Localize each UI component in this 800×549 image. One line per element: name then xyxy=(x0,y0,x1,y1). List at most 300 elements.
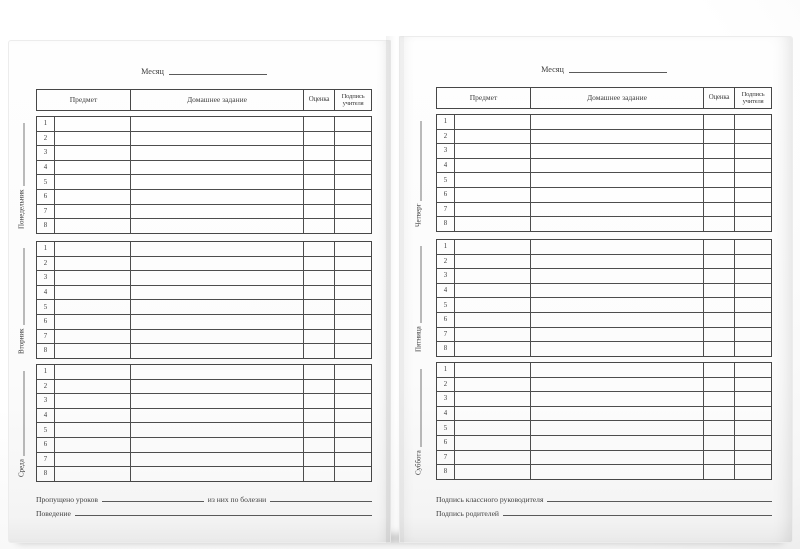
grade-cell xyxy=(303,132,334,146)
lesson-number-cell: 6 xyxy=(43,193,48,201)
lesson-number-cell: 4 xyxy=(43,164,48,172)
teacher-signature-cell xyxy=(334,242,371,256)
grade-cell xyxy=(303,394,334,408)
lesson-number-cell: 6 xyxy=(443,191,448,199)
lesson-row xyxy=(437,377,771,392)
lesson-row xyxy=(37,365,371,379)
teacher-signature-cell xyxy=(734,240,771,254)
lesson-number-cell: 7 xyxy=(43,207,48,215)
teacher-signature-cell xyxy=(734,284,771,298)
day-underline xyxy=(23,371,24,456)
homework-cell xyxy=(130,380,303,394)
month-label: Месяц xyxy=(141,67,164,76)
subject-cell xyxy=(454,342,530,356)
grade-cell xyxy=(703,342,734,356)
day-name: Суббота xyxy=(414,449,423,475)
lesson-number-cell: 7 xyxy=(443,205,448,213)
grade-cell xyxy=(703,173,734,187)
lesson-number-cell: 8 xyxy=(43,222,48,230)
lesson-number-cell: 2 xyxy=(43,259,48,267)
day-block xyxy=(436,114,772,232)
grade-cell xyxy=(703,298,734,312)
day-label-rotated xyxy=(15,248,26,354)
lesson-row xyxy=(37,256,371,271)
day-underline xyxy=(420,121,421,201)
lesson-row xyxy=(37,437,371,452)
homework-cell xyxy=(130,330,303,344)
grade-cell xyxy=(303,315,334,329)
lesson-row xyxy=(37,160,371,175)
day-label xyxy=(410,362,424,481)
subject-cell xyxy=(454,328,530,342)
day-name: Вторник xyxy=(17,327,26,354)
day-label-rotated xyxy=(15,371,26,477)
footer-label: Подпись родителей xyxy=(436,509,500,518)
homework-cell xyxy=(530,407,703,421)
lesson-number-cell: 5 xyxy=(43,426,48,434)
homework-cell xyxy=(530,342,703,356)
subject-cell xyxy=(54,453,130,467)
homework-cell xyxy=(130,190,303,204)
homework-cell xyxy=(530,240,703,254)
grade-cell xyxy=(703,115,734,129)
teacher-signature-cell xyxy=(334,344,371,358)
teacher-signature-cell xyxy=(334,146,371,160)
column-header-homework: Домашнее задание xyxy=(530,88,703,108)
grade-cell xyxy=(303,423,334,437)
lesson-row xyxy=(37,314,371,329)
homework-cell xyxy=(130,394,303,408)
subject-cell xyxy=(454,159,530,173)
teacher-signature-cell xyxy=(334,380,371,394)
lesson-row xyxy=(37,299,371,314)
footer-row xyxy=(436,504,772,518)
teacher-signature-cell xyxy=(334,330,371,344)
teacher-signature-cell xyxy=(734,328,771,342)
lesson-row xyxy=(437,158,771,173)
day-name: Пятница xyxy=(414,325,423,352)
subject-cell xyxy=(454,255,530,269)
teacher-signature-cell xyxy=(734,255,771,269)
homework-cell xyxy=(530,363,703,377)
teacher-signature-cell xyxy=(734,421,771,435)
homework-cell xyxy=(130,365,303,379)
homework-cell xyxy=(130,242,303,256)
lesson-row xyxy=(37,145,371,160)
teacher-signature-cell xyxy=(734,342,771,356)
footer-row xyxy=(436,490,772,504)
footer-underline xyxy=(503,515,772,516)
day-block xyxy=(36,364,372,482)
subject-cell xyxy=(54,380,130,394)
lesson-number-cell: 7 xyxy=(443,330,448,338)
lesson-number-cell: 3 xyxy=(43,274,48,282)
subject-cell xyxy=(454,130,530,144)
teacher-signature-cell xyxy=(334,438,371,452)
subject-cell xyxy=(454,144,530,158)
teacher-signature-cell xyxy=(734,173,771,187)
homework-cell xyxy=(530,328,703,342)
lesson-number-cell: 4 xyxy=(443,162,448,170)
teacher-signature-cell xyxy=(334,219,371,233)
subject-cell xyxy=(454,217,530,231)
teacher-signature-cell xyxy=(734,188,771,202)
homework-cell xyxy=(530,421,703,435)
grade-cell xyxy=(703,378,734,392)
grade-cell xyxy=(303,190,334,204)
lesson-row xyxy=(37,218,371,233)
grade-cell xyxy=(303,205,334,219)
teacher-signature-cell xyxy=(734,436,771,450)
subject-cell xyxy=(454,407,530,421)
grade-cell xyxy=(703,451,734,465)
lesson-row xyxy=(37,393,371,408)
lesson-number-cell: 5 xyxy=(443,301,448,309)
homework-cell xyxy=(530,298,703,312)
grade-cell xyxy=(703,436,734,450)
day-label-rotated xyxy=(412,246,423,352)
teacher-signature-cell xyxy=(734,217,771,231)
homework-cell xyxy=(130,257,303,271)
lesson-number-cell: 4 xyxy=(443,410,448,418)
grade-cell xyxy=(703,159,734,173)
lesson-number-cell: 6 xyxy=(443,316,448,324)
teacher-signature-cell xyxy=(334,205,371,219)
homework-cell xyxy=(530,144,703,158)
lesson-number-cell: 4 xyxy=(443,287,448,295)
lesson-number-cell: 2 xyxy=(443,380,448,388)
month-label: Месяц xyxy=(541,65,564,74)
schedule-sheet xyxy=(414,87,772,487)
lesson-row xyxy=(37,452,371,467)
grade-cell xyxy=(703,269,734,283)
lesson-number-cell: 7 xyxy=(43,455,48,463)
subject-cell xyxy=(54,190,130,204)
lesson-number-cell: 7 xyxy=(443,453,448,461)
grade-cell xyxy=(703,363,734,377)
homework-cell xyxy=(530,436,703,450)
homework-cell xyxy=(530,130,703,144)
teacher-signature-cell xyxy=(334,257,371,271)
grade-cell xyxy=(303,271,334,285)
lesson-row xyxy=(437,297,771,312)
grade-cell xyxy=(703,465,734,479)
day-underline xyxy=(420,246,421,323)
lesson-number-cell: 8 xyxy=(43,347,48,355)
homework-cell xyxy=(530,217,703,231)
teacher-signature-cell xyxy=(334,453,371,467)
lesson-row xyxy=(437,450,771,465)
subject-cell xyxy=(54,219,130,233)
subject-cell xyxy=(454,173,530,187)
grade-cell xyxy=(703,407,734,421)
footer-label: Поведение xyxy=(36,509,71,518)
month-row xyxy=(36,67,372,76)
page-left xyxy=(8,40,391,543)
teacher-signature-cell xyxy=(734,363,771,377)
lesson-number-cell: 6 xyxy=(43,441,48,449)
grade-cell xyxy=(703,328,734,342)
grade-cell xyxy=(303,453,334,467)
page-right xyxy=(399,36,793,543)
schedule-sheet xyxy=(17,89,372,489)
homework-cell xyxy=(130,300,303,314)
grade-cell xyxy=(303,344,334,358)
day-label xyxy=(13,364,27,483)
homework-cell xyxy=(130,219,303,233)
subject-cell xyxy=(54,394,130,408)
homework-cell xyxy=(130,344,303,358)
homework-cell xyxy=(130,467,303,481)
lesson-row xyxy=(37,329,371,344)
homework-cell xyxy=(530,173,703,187)
footer-label: Пропущено уроков xyxy=(36,495,98,504)
lesson-row xyxy=(37,379,371,394)
subject-cell xyxy=(454,284,530,298)
subject-cell xyxy=(54,438,130,452)
table-header xyxy=(436,87,772,109)
grade-cell xyxy=(303,117,334,131)
lesson-number-cell: 2 xyxy=(43,382,48,390)
lesson-row xyxy=(37,270,371,285)
subject-cell xyxy=(454,451,530,465)
day-block xyxy=(436,239,772,357)
lesson-row xyxy=(37,242,371,256)
teacher-signature-line2: учителя xyxy=(342,100,364,107)
homework-cell xyxy=(130,315,303,329)
month-row xyxy=(436,65,772,74)
footer-underline xyxy=(270,501,372,502)
lesson-number-cell: 5 xyxy=(443,424,448,432)
teacher-signature-cell xyxy=(334,190,371,204)
grade-cell xyxy=(303,300,334,314)
subject-cell xyxy=(54,271,130,285)
homework-cell xyxy=(130,132,303,146)
lesson-number-cell: 3 xyxy=(443,272,448,280)
day-block xyxy=(436,362,772,480)
teacher-signature-cell xyxy=(334,315,371,329)
teacher-signature-cell xyxy=(334,394,371,408)
lesson-number-cell: 5 xyxy=(43,178,48,186)
lesson-number-cell: 3 xyxy=(43,397,48,405)
lesson-row xyxy=(437,216,771,231)
column-header-subject: Предмет xyxy=(469,92,498,102)
lesson-row xyxy=(437,464,771,479)
grade-cell xyxy=(703,144,734,158)
lesson-number-cell: 1 xyxy=(43,120,48,128)
grade-cell xyxy=(703,284,734,298)
teacher-signature-cell xyxy=(734,144,771,158)
lesson-number-cell: 1 xyxy=(43,368,48,376)
column-header-teacher-signature xyxy=(334,90,371,110)
grade-cell xyxy=(703,392,734,406)
teacher-signature-cell xyxy=(734,451,771,465)
subject-cell xyxy=(54,344,130,358)
day-underline xyxy=(23,123,24,186)
lesson-number-cell: 3 xyxy=(443,395,448,403)
grade-cell xyxy=(303,409,334,423)
teacher-signature-cell xyxy=(334,365,371,379)
grade-cell xyxy=(303,219,334,233)
lesson-number-cell: 2 xyxy=(443,257,448,265)
grade-cell xyxy=(703,130,734,144)
lesson-row xyxy=(437,187,771,202)
grade-cell xyxy=(703,203,734,217)
grade-cell xyxy=(703,421,734,435)
footer-label: из них по болезни xyxy=(207,495,267,504)
homework-cell xyxy=(530,188,703,202)
lesson-row xyxy=(437,240,771,254)
footer-underline xyxy=(102,501,204,502)
lesson-row xyxy=(437,254,771,269)
teacher-signature-cell xyxy=(334,161,371,175)
page-footer xyxy=(436,490,772,518)
footer-row xyxy=(36,490,372,504)
lesson-row xyxy=(437,202,771,217)
lesson-number-cell: 5 xyxy=(43,303,48,311)
lesson-row xyxy=(37,131,371,146)
lesson-number-cell: 8 xyxy=(443,220,448,228)
lesson-number-cell: 2 xyxy=(43,134,48,142)
lesson-row xyxy=(437,420,771,435)
day-underline xyxy=(420,369,421,447)
homework-cell xyxy=(530,378,703,392)
lesson-row xyxy=(437,143,771,158)
teacher-signature-cell xyxy=(334,286,371,300)
day-label-rotated xyxy=(412,121,423,227)
day-block xyxy=(36,116,372,234)
teacher-signature-cell xyxy=(734,298,771,312)
homework-cell xyxy=(130,205,303,219)
lesson-number-cell: 1 xyxy=(443,366,448,374)
lesson-number-cell: 1 xyxy=(443,118,448,126)
teacher-signature-cell xyxy=(334,117,371,131)
footer-underline xyxy=(547,501,772,502)
subject-cell xyxy=(454,465,530,479)
column-header-subject: Предмет xyxy=(69,94,98,104)
homework-cell xyxy=(530,269,703,283)
day-label xyxy=(13,241,27,360)
homework-cell xyxy=(130,271,303,285)
lesson-number-cell: 8 xyxy=(43,470,48,478)
subject-cell xyxy=(454,115,530,129)
subject-cell xyxy=(54,315,130,329)
table-header xyxy=(36,89,372,111)
footer-underline xyxy=(75,515,372,516)
teacher-signature-cell xyxy=(734,378,771,392)
month-underline xyxy=(169,73,267,75)
grade-cell xyxy=(303,286,334,300)
subject-cell xyxy=(454,436,530,450)
day-name: Среда xyxy=(17,458,26,477)
teacher-signature-cell xyxy=(734,392,771,406)
lesson-row xyxy=(37,343,371,358)
teacher-signature-line1: Подпись xyxy=(341,92,365,100)
lesson-row xyxy=(37,408,371,423)
teacher-signature-cell xyxy=(334,132,371,146)
lesson-number-cell: 7 xyxy=(43,332,48,340)
homework-cell xyxy=(530,465,703,479)
lesson-row xyxy=(437,172,771,187)
subject-cell xyxy=(454,378,530,392)
grade-cell xyxy=(303,467,334,481)
homework-cell xyxy=(530,451,703,465)
homework-cell xyxy=(130,117,303,131)
grade-cell xyxy=(303,242,334,256)
lesson-number-cell: 3 xyxy=(43,149,48,157)
column-header-teacher-signature xyxy=(734,88,771,108)
grade-cell xyxy=(303,330,334,344)
day-name: Четверг xyxy=(414,203,423,227)
subject-cell xyxy=(454,363,530,377)
day-label xyxy=(410,114,424,233)
day-label xyxy=(410,239,424,358)
homework-cell xyxy=(530,392,703,406)
subject-cell xyxy=(54,257,130,271)
homework-cell xyxy=(130,161,303,175)
homework-cell xyxy=(130,286,303,300)
lesson-number-cell: 4 xyxy=(43,412,48,420)
subject-cell xyxy=(454,269,530,283)
homework-cell xyxy=(530,284,703,298)
grade-cell xyxy=(303,175,334,189)
lesson-number-cell: 6 xyxy=(43,318,48,326)
lesson-number-cell: 3 xyxy=(443,147,448,155)
teacher-signature-cell xyxy=(334,467,371,481)
subject-cell xyxy=(454,313,530,327)
lesson-row xyxy=(437,115,771,129)
subject-cell xyxy=(54,300,130,314)
homework-cell xyxy=(130,175,303,189)
teacher-signature-cell xyxy=(734,203,771,217)
subject-cell xyxy=(54,132,130,146)
teacher-signature-cell xyxy=(734,407,771,421)
month-underline xyxy=(569,71,667,73)
day-label xyxy=(13,116,27,235)
lesson-row xyxy=(437,312,771,327)
grade-cell xyxy=(703,255,734,269)
lesson-row xyxy=(37,285,371,300)
lesson-row xyxy=(437,391,771,406)
lesson-row xyxy=(37,204,371,219)
subject-cell xyxy=(54,117,130,131)
column-header-grade: Оценка xyxy=(303,90,334,110)
day-block xyxy=(36,241,372,359)
homework-cell xyxy=(130,409,303,423)
grade-cell xyxy=(303,161,334,175)
teacher-signature-cell xyxy=(734,130,771,144)
subject-cell xyxy=(454,203,530,217)
teacher-signature-cell xyxy=(334,409,371,423)
homework-cell xyxy=(130,146,303,160)
teacher-signature-cell xyxy=(334,271,371,285)
teacher-signature-line2: учителя xyxy=(742,98,764,105)
lesson-row xyxy=(437,327,771,342)
subject-cell xyxy=(54,330,130,344)
grade-cell xyxy=(703,313,734,327)
homework-cell xyxy=(530,255,703,269)
homework-cell xyxy=(530,203,703,217)
subject-cell xyxy=(54,175,130,189)
lesson-row xyxy=(437,363,771,377)
subject-cell xyxy=(54,467,130,481)
grade-cell xyxy=(303,365,334,379)
subject-cell xyxy=(54,286,130,300)
lesson-number-cell: 1 xyxy=(443,243,448,251)
lesson-row xyxy=(437,435,771,450)
lesson-row xyxy=(437,341,771,356)
teacher-signature-cell xyxy=(734,313,771,327)
